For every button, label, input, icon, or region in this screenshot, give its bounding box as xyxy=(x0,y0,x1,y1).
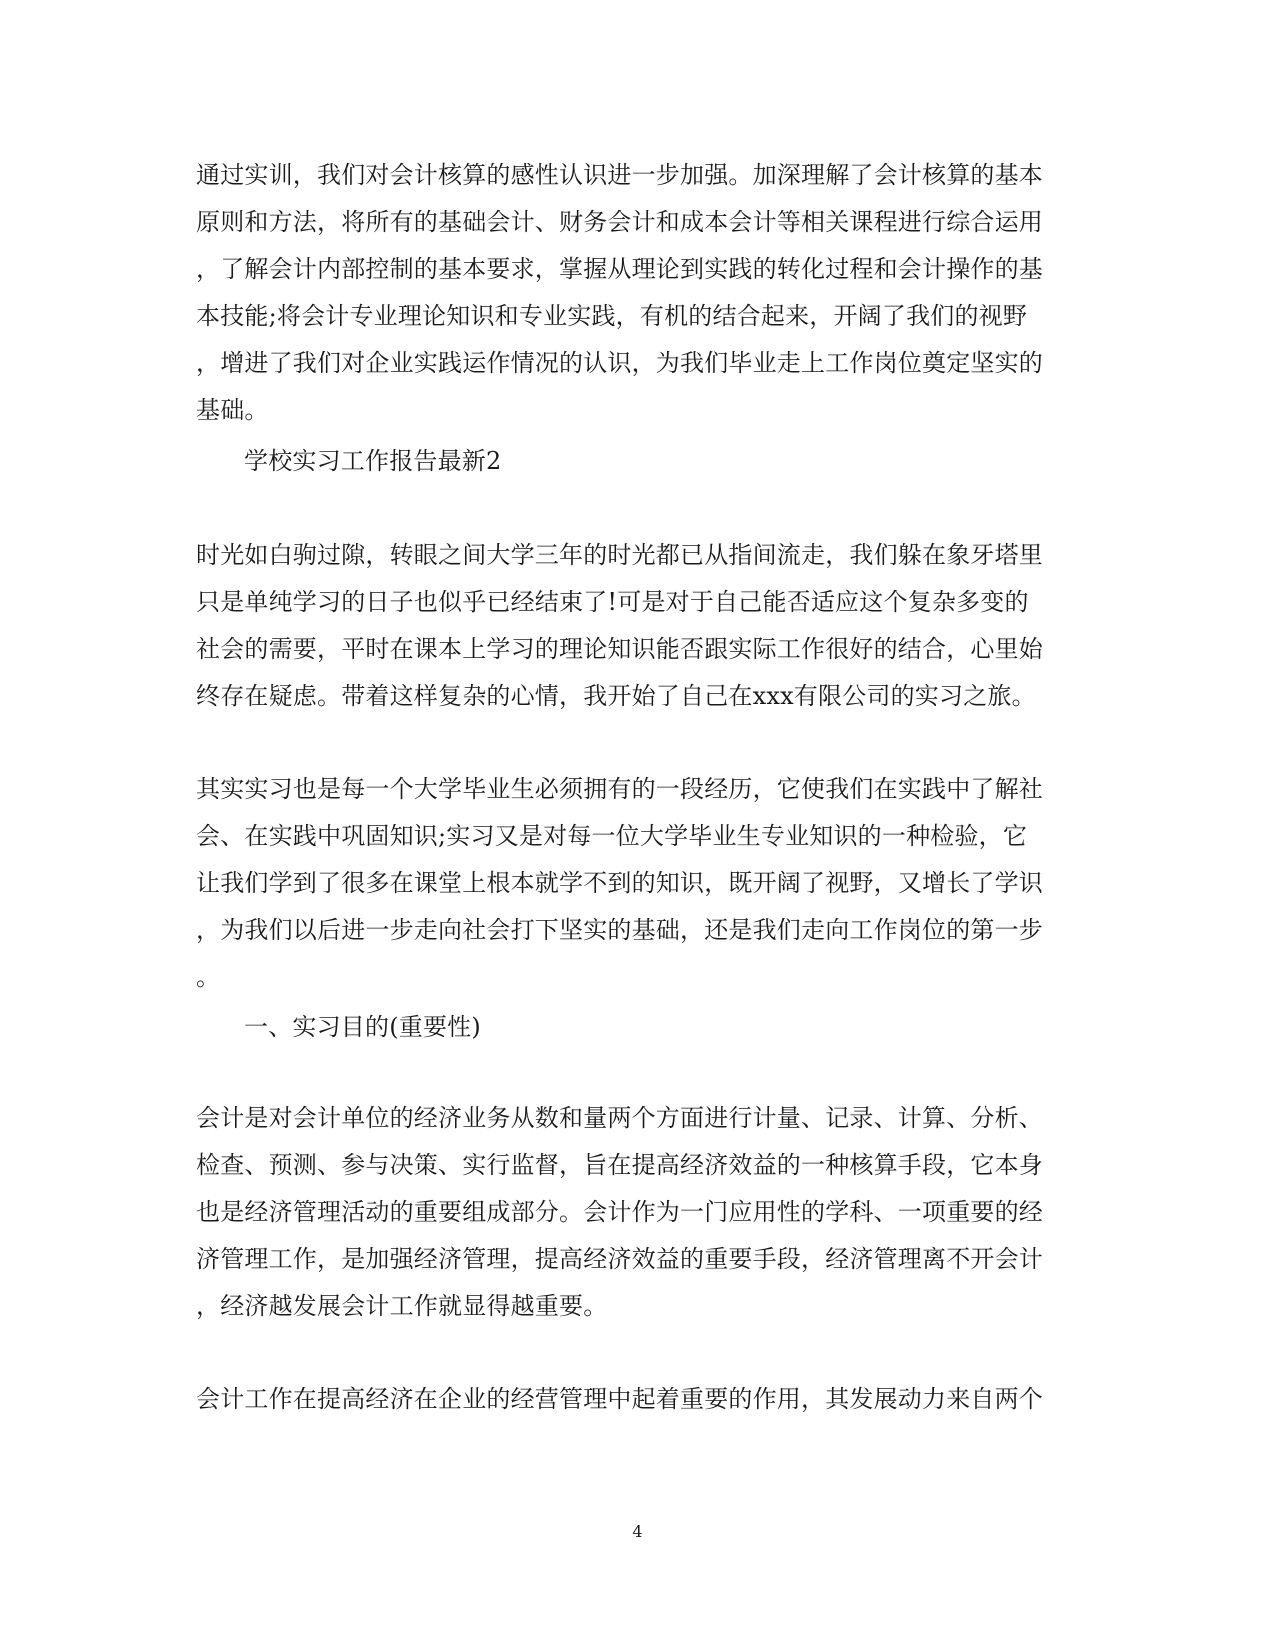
paragraph-line: ，经济越发展会计工作就显得越重要。 xyxy=(196,1292,608,1320)
paragraph-line: 也是经济管理活动的重要组成部分。会计作为一门应用性的学科、一项重要的经 xyxy=(196,1198,1043,1226)
page-number: 4 xyxy=(632,1522,643,1541)
paragraph-line: 检查、预测、参与决策、实行监督，旨在提高经济效益的一种核算手段，它本身 xyxy=(196,1151,1043,1179)
section-heading: 一、实习目的(重要性) xyxy=(244,1013,481,1041)
paragraph-line: 会计是对会计单位的经济业务从数和量两个方面进行计量、记录、计算、分析、 xyxy=(196,1104,1043,1132)
paragraph-line: 其实实习也是每一个大学毕业生必须拥有的一段经历，它使我们在实践中了解社 xyxy=(196,775,1043,803)
paragraph-line: 通过实训，我们对会计核算的感性认识进一步加强。加深理解了会计核算的基本 xyxy=(196,161,1043,189)
paragraph-line: ，增进了我们对企业实践运作情况的认识，为我们毕业走上工作岗位奠定坚实的 xyxy=(196,349,1043,377)
section-heading: 学校实习工作报告最新2 xyxy=(244,447,502,475)
paragraph-line: 只是单纯学习的日子也似乎已经结束了!可是对于自己能否适应这个复杂多变的 xyxy=(196,588,1029,616)
paragraph-line: 时光如白驹过隙，转眼之间大学三年的时光都已从指间流走，我们躲在象牙塔里 xyxy=(196,541,1043,569)
paragraph-line: 社会的需要，平时在课本上学习的理论知识能否跟实际工作很好的结合，心里始 xyxy=(196,635,1043,663)
paragraph-line: 让我们学到了很多在课堂上根本就学不到的知识，既开阔了视野，又增长了学识 xyxy=(196,869,1043,897)
paragraph-line: 会计工作在提高经济在企业的经营管理中起着重要的作用，其发展动力来自两个 xyxy=(196,1385,1043,1413)
paragraph-line: 。 xyxy=(196,963,221,991)
paragraph-line: 本技能;将会计专业理论知识和专业实践，有机的结合起来，开阔了我们的视野 xyxy=(196,302,1028,330)
paragraph-line: 会、在实践中巩固知识;实习又是对每一位大学毕业生专业知识的一种检验，它 xyxy=(196,822,1028,850)
paragraph-line: ，了解会计内部控制的基本要求，掌握从理论到实践的转化过程和会计操作的基 xyxy=(196,255,1043,283)
paragraph-line: 终存在疑虑。带着这样复杂的心情，我开始了自己在xxx有限公司的实习之旅。 xyxy=(196,682,1036,710)
paragraph-line: 济管理工作，是加强经济管理，提高经济效益的重要手段，经济管理离不开会计 xyxy=(196,1245,1043,1273)
paragraph-line: 基础。 xyxy=(196,396,269,424)
paragraph-line: 原则和方法，将所有的基础会计、财务会计和成本会计等相关课程进行综合运用 xyxy=(196,208,1043,236)
paragraph-line: ，为我们以后进一步走向社会打下坚实的基础，还是我们走向工作岗位的第一步 xyxy=(196,916,1043,944)
